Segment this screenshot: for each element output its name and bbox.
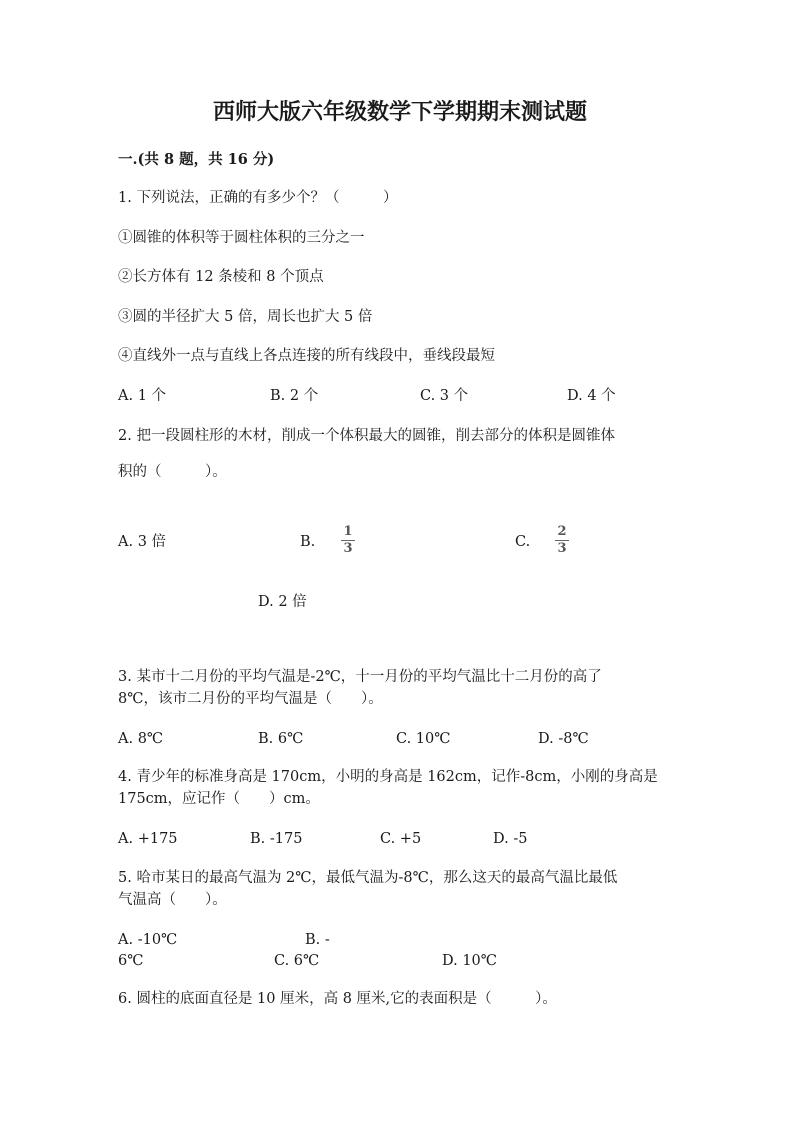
q2-option-c-fraction (555, 525, 569, 556)
q1-stem: 1. 下列说法，正确的有多少个？（ ） (118, 190, 398, 206)
q2-option-d: D. 2 倍 (258, 594, 307, 610)
q2-stem-line2: 积的（ ）。 (118, 464, 227, 480)
q1-option-a: A. 1 个 (118, 388, 167, 404)
q4-stem-line2: 175cm，应记作（ ）cm。 (118, 791, 320, 807)
q3-option-c: C. 10℃ (396, 731, 451, 747)
q5-option-d: D. 10℃ (442, 953, 497, 969)
q2-option-a: A. 3 倍 (118, 534, 167, 550)
q4-option-b: B. -175 (250, 831, 303, 847)
q3-stem-line1: 3. 某市十二月份的平均气温是-2℃，十一月份的平均气温比十二月份的高了 (118, 669, 602, 685)
section-header: 一.(共 8 题，共 16 分) (118, 151, 275, 168)
q1-statement-2: ②长方体有 12 条棱和 8 个顶点 (118, 269, 324, 285)
q4-stem-line1: 4. 青少年的标准身高是 170cm，小明的身高是 162cm，记作-8cm，小刚的身高是 (118, 769, 658, 785)
q3-option-a: A. 8℃ (118, 731, 164, 747)
q4-option-c: C. +5 (380, 831, 422, 847)
q2-option-b-denominator: 3 (343, 541, 353, 556)
page-title: 西师大版六年级数学下学期期末测试题 (212, 99, 587, 125)
q5-option-b-part1: B. - (305, 932, 330, 948)
q1-option-b: B. 2 个 (270, 388, 319, 404)
q1-statement-3: ③圆的半径扩大 5 倍，周长也扩大 5 倍 (118, 309, 373, 325)
q5-stem-line2: 气温高（ ）。 (118, 892, 227, 908)
q6-stem: 6. 圆柱的底面直径是 10 厘米，高 8 厘米,它的表面积是（ ）。 (118, 991, 557, 1007)
q2-option-c-label: C. (515, 534, 531, 550)
q3-option-b: B. 6℃ (258, 731, 304, 747)
q5-option-b-part2: 6℃ (118, 953, 144, 969)
q5-option-c: C. 6℃ (274, 953, 320, 969)
q5-stem-line1: 5. 哈市某日的最高气温为 2℃，最低气温为-8℃，那么这天的最高气温比最低 (118, 870, 618, 886)
q1-statement-4: ④直线外一点与直线上各点连接的所有线段中，垂线段最短 (118, 348, 495, 364)
q4-option-a: A. +175 (118, 831, 178, 847)
q5-option-a: A. -10℃ (118, 932, 178, 948)
q1-option-c: C. 3 个 (420, 388, 469, 404)
q2-option-b-fraction (341, 525, 355, 556)
q2-option-b-label: B. (300, 534, 316, 550)
q4-option-d: D. -5 (493, 831, 528, 847)
q1-statement-1: ①圆锥的体积等于圆柱体积的三分之一 (118, 230, 365, 246)
q2-option-c-numerator: 2 (557, 524, 567, 539)
q3-option-d: D. -8℃ (538, 731, 589, 747)
q2-stem-line1: 2. 把一段圆柱形的木材，削成一个体积最大的圆锥，削去部分的体积是圆锥体 (118, 428, 615, 444)
q2-option-b-numerator: 1 (343, 524, 353, 539)
q3-stem-line2: 8℃，该市二月份的平均气温是（ ）。 (118, 691, 383, 707)
q1-option-d: D. 4 个 (567, 388, 616, 404)
q2-option-c-denominator: 3 (557, 541, 567, 556)
